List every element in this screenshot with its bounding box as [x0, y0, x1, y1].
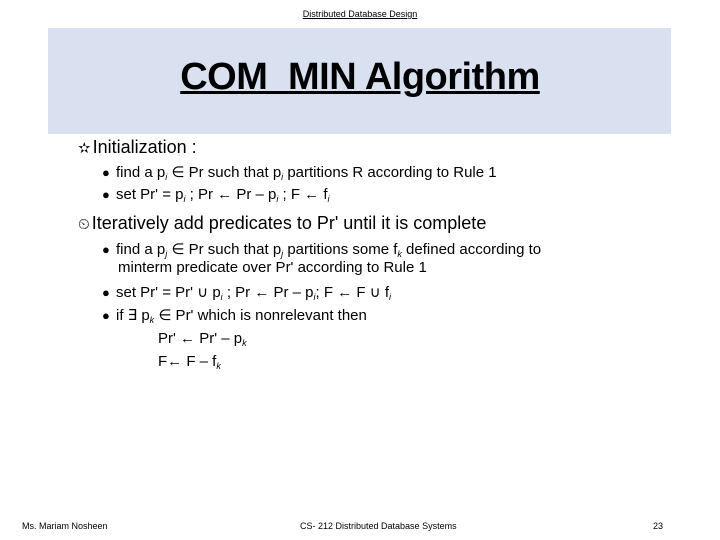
- footer-author: Ms. Mariam Nosheen: [22, 521, 108, 531]
- iter-bullet-2: ● set Pr' = Pr' ∪ $p_i$ ; Pr ← Pr – $p_i$; F ← F ∪ $f_i$: [102, 284, 391, 302]
- init-bullet-1: ● find a $p_i$ ∈ Pr such that $p_i$ partitions R according to Rule 1: [102, 164, 497, 182]
- iteration-item: [78, 213, 486, 234]
- iter-step-remove-predicate: Pr' ← Pr' – $p_k$: [158, 330, 247, 348]
- iteration-label: Iteratively add predicates to Pr' until it is complete: [91, 213, 487, 233]
- star-bullet-icon: ✫: [78, 140, 91, 157]
- iter-bullet-1-continued: minterm predicate over Pr' according to Rule 1: [118, 259, 427, 276]
- iter-bullet-3: ● if ∃ $p_k$ ∈ Pr' which is nonrelevant then: [102, 307, 367, 325]
- footer-course: CS- 212 Distributed Database Systems: [300, 521, 457, 531]
- bullet-dot-icon: ●: [102, 242, 110, 257]
- bullet-dot-icon: ●: [102, 165, 110, 180]
- initialization-label: Initialization :: [92, 137, 197, 157]
- footer-page-number: 23: [653, 521, 664, 531]
- bullet-dot-icon: ●: [102, 308, 110, 323]
- iter-step-remove-fragment: F← F – $f_k$: [158, 353, 221, 371]
- initialization-item: [78, 137, 197, 158]
- iter-bullet-1: ● find a $p_j$ ∈ Pr such that $p_j$ partitions some $f_k$ defined according to: [102, 241, 542, 259]
- slide-title: COM_MIN Algorithm: [180, 56, 540, 98]
- bullet-dot-icon: ●: [102, 187, 110, 202]
- init-bullet-2: ● set $Pr' = p_i$ ; Pr ← Pr – $p_i$ ; F ← $f_i$: [102, 186, 330, 204]
- clock-bullet-icon: ⏲: [78, 216, 90, 233]
- bullet-dot-icon: ●: [102, 285, 110, 300]
- slide-header: Distributed Database Design: [302, 9, 418, 19]
